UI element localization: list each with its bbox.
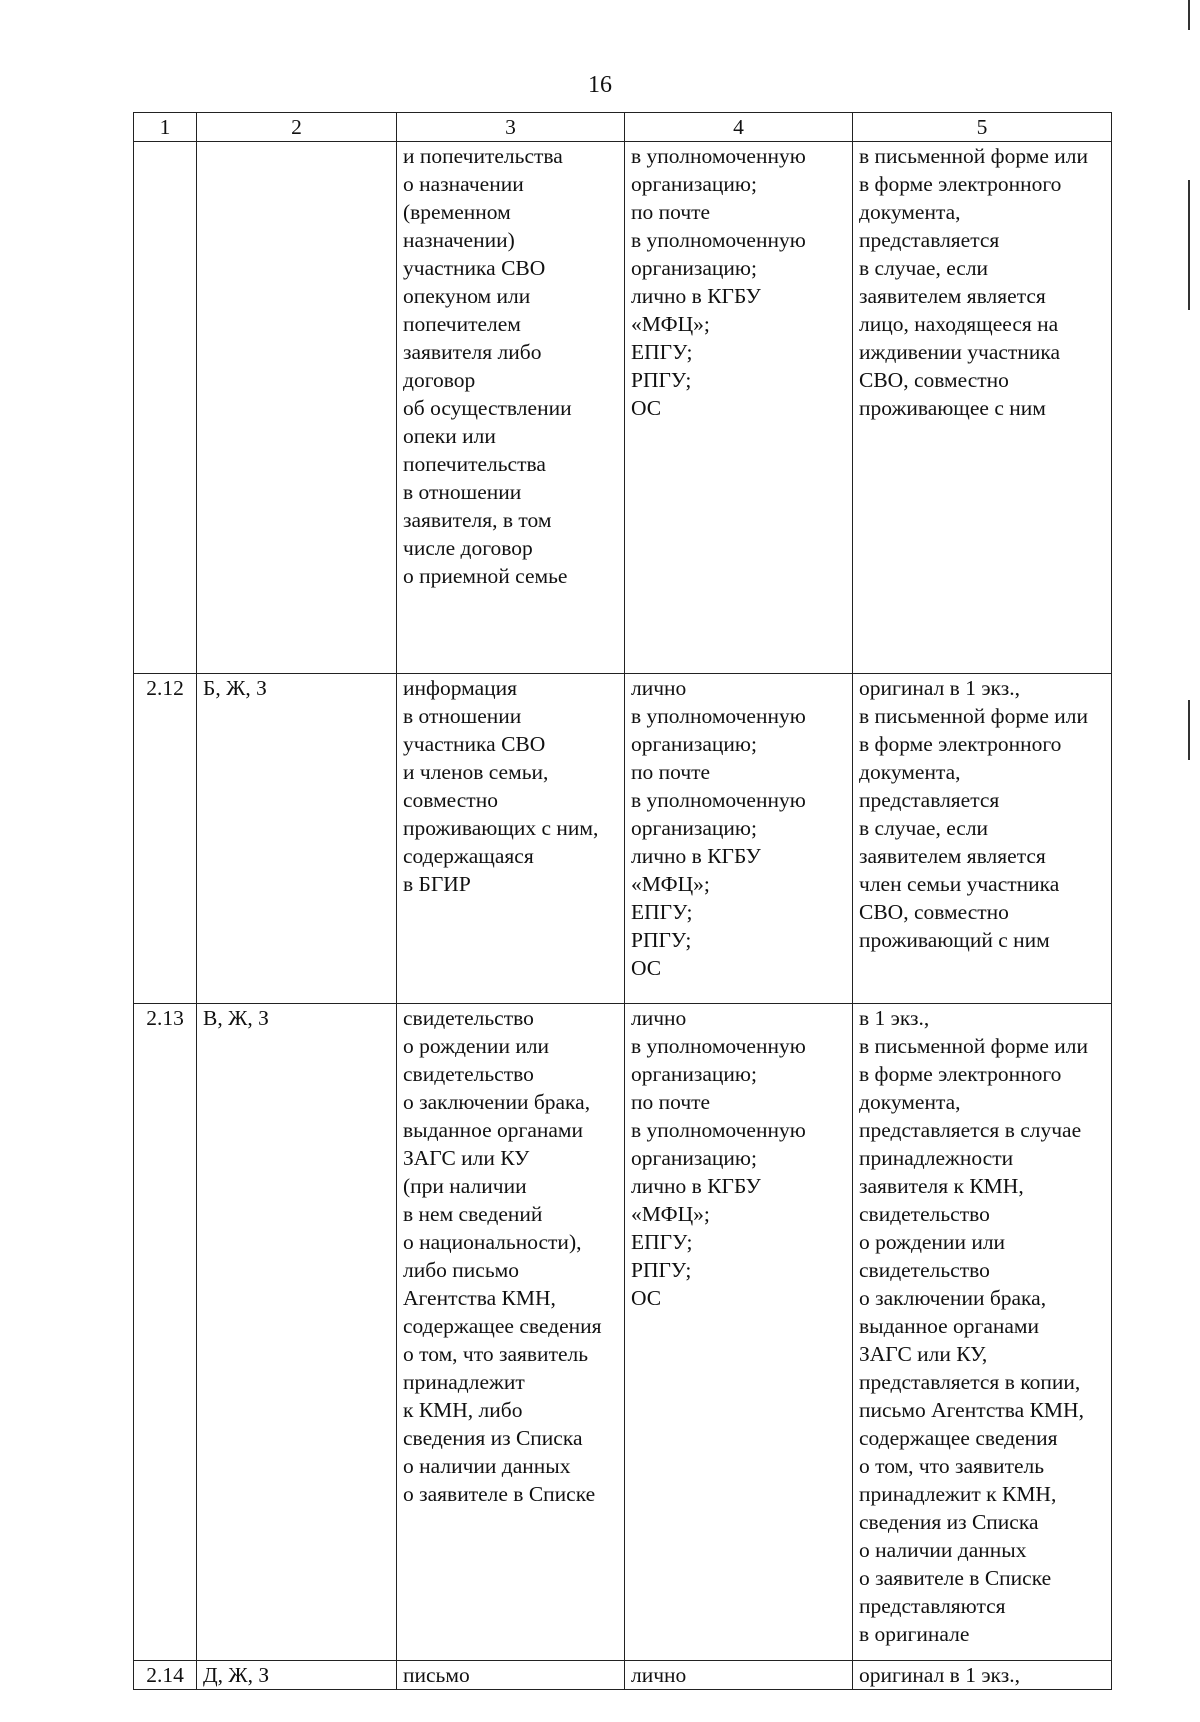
document-table xyxy=(133,112,1112,1690)
cell-line: в письменной форме или xyxy=(859,1034,1089,1058)
cell-line: попечителем xyxy=(403,312,521,336)
cell-line: по почте xyxy=(631,200,711,224)
category-cell xyxy=(197,142,397,674)
cell-line: организацию; xyxy=(631,172,757,196)
document-cell xyxy=(397,1004,625,1661)
cell-line: проживающий с ним xyxy=(859,928,1050,952)
row-number-cell xyxy=(134,1661,197,1690)
cell-line: информация xyxy=(403,676,518,700)
cell-line: и членов семьи, xyxy=(403,760,549,784)
cell-line: лично xyxy=(631,1006,687,1030)
cell-line: представляется xyxy=(859,228,1000,252)
cell-line: заявителем является xyxy=(859,844,1046,868)
cell-line: проживающих с ним, xyxy=(403,816,599,840)
category-cell xyxy=(197,1004,397,1661)
submission-method-cell xyxy=(625,142,853,674)
document-cell xyxy=(397,1661,625,1690)
cell-line: оригинал в 1 экз., xyxy=(859,676,1020,700)
cell-line: СВО, совместно xyxy=(859,368,1009,392)
cell-line: договор xyxy=(403,368,476,392)
scan-edge-line xyxy=(1188,180,1190,310)
cell-line: организацию; xyxy=(631,1062,757,1086)
cell-line: участника СВО xyxy=(403,256,546,280)
cell-line: о приемной семье xyxy=(403,564,568,588)
page-number: 16 xyxy=(588,72,612,98)
cell-line: лично в КГБУ xyxy=(631,844,761,868)
cell-line: ЕПГУ; xyxy=(631,1230,693,1254)
cell-line: лично xyxy=(631,676,687,700)
cell-line: заявителем является xyxy=(859,284,1046,308)
cell-line: о национальности), xyxy=(403,1230,582,1254)
cell-line: представляется в случае xyxy=(859,1118,1082,1142)
cell-line: об осуществлении xyxy=(403,396,572,420)
cell-line: совместно xyxy=(403,788,498,812)
cell-line: РПГУ; xyxy=(631,368,692,392)
cell-line: в оригинале xyxy=(859,1622,970,1646)
cell-line: к КМН, либо xyxy=(403,1398,523,1422)
cell-line: о рождении или xyxy=(403,1034,550,1058)
scan-edge-line xyxy=(1188,0,1190,30)
cell-line: (при наличии xyxy=(403,1174,527,1198)
header-cell: 2 xyxy=(197,113,397,142)
row-number-cell xyxy=(134,142,197,674)
cell-line: о назначении xyxy=(403,172,524,196)
cell-line: сведения из Списка xyxy=(403,1426,583,1450)
cell-line: иждивении участника xyxy=(859,340,1060,364)
table-row xyxy=(134,1004,1112,1661)
cell-line: лично в КГБУ xyxy=(631,1174,761,1198)
requirements-cell xyxy=(853,142,1112,674)
cell-line: о заключении брака, xyxy=(859,1286,1047,1310)
cell-line: в уполномоченную xyxy=(631,1118,806,1142)
cell-line: в уполномоченную xyxy=(631,1034,806,1058)
category-text: Б, Ж, З xyxy=(203,676,267,700)
submission-method-cell xyxy=(625,1004,853,1661)
submission-method-cell xyxy=(625,1661,853,1690)
cell-line: участника СВО xyxy=(403,732,546,756)
cell-line: лично xyxy=(631,1663,687,1687)
cell-line: содержащее сведения xyxy=(859,1426,1058,1450)
cell-line: РПГУ; xyxy=(631,1258,692,1282)
cell-line: письмо Агентства КМН, xyxy=(859,1398,1084,1422)
header-cell: 4 xyxy=(625,113,853,142)
cell-line: организацию; xyxy=(631,1146,757,1170)
cell-line: в уполномоченную xyxy=(631,788,806,812)
cell-line: ОС xyxy=(631,956,662,980)
category-cell xyxy=(197,1661,397,1690)
cell-line: «МФЦ»; xyxy=(631,312,710,336)
cell-line: заявителя к КМН, xyxy=(859,1174,1024,1198)
cell-line: заявителя либо xyxy=(403,340,542,364)
requirements-cell xyxy=(853,1004,1112,1661)
cell-line: по почте xyxy=(631,1090,711,1114)
cell-line: о заявителе в Списке xyxy=(859,1566,1052,1590)
cell-line: принадлежит к КМН, xyxy=(859,1482,1057,1506)
cell-line: опеки или xyxy=(403,424,496,448)
scan-edge-line xyxy=(1188,700,1190,760)
cell-line: опекуном или xyxy=(403,284,531,308)
cell-line: «МФЦ»; xyxy=(631,1202,710,1226)
submission-method-cell xyxy=(625,674,853,1004)
cell-line: в письменной форме или xyxy=(859,704,1089,728)
cell-line: документа, xyxy=(859,760,961,784)
cell-line: представляется в копии, xyxy=(859,1370,1081,1394)
cell-line: выданное органами xyxy=(403,1118,584,1142)
cell-line: в форме электронного xyxy=(859,172,1062,196)
table-row xyxy=(134,674,1112,1004)
category-text: В, Ж, З xyxy=(203,1006,269,1030)
cell-line: о заявителе в Списке xyxy=(403,1482,596,1506)
cell-line: сведения из Списка xyxy=(859,1510,1039,1534)
document-cell xyxy=(397,674,625,1004)
cell-line: организацию; xyxy=(631,256,757,280)
cell-line: либо письмо xyxy=(403,1258,520,1282)
cell-line: в уполномоченную xyxy=(631,704,806,728)
cell-line: в 1 экз., xyxy=(859,1006,930,1030)
cell-line: принадлежит xyxy=(403,1370,525,1394)
cell-line: в уполномоченную xyxy=(631,144,806,168)
cell-line: представляется xyxy=(859,788,1000,812)
cell-line: содержащаяся xyxy=(403,844,534,868)
cell-line: проживающее с ним xyxy=(859,396,1046,420)
cell-line: ЗАГС или КУ, xyxy=(859,1342,988,1366)
header-cell: 3 xyxy=(397,113,625,142)
document-cell xyxy=(397,142,625,674)
cell-line: содержащее сведения xyxy=(403,1314,602,1338)
cell-line: (временном xyxy=(403,200,511,224)
cell-line: о том, что заявитель xyxy=(859,1454,1045,1478)
cell-line: о том, что заявитель xyxy=(403,1342,589,1366)
cell-line: лично в КГБУ xyxy=(631,284,761,308)
cell-line: член семьи участника xyxy=(859,872,1060,896)
cell-line: заявителя, в том xyxy=(403,508,552,532)
cell-line: ЕПГУ; xyxy=(631,900,693,924)
cell-line: документа, xyxy=(859,1090,961,1114)
header-cell: 5 xyxy=(853,113,1112,142)
cell-line: назначении) xyxy=(403,228,515,252)
category-cell xyxy=(197,674,397,1004)
cell-line: в случае, если xyxy=(859,816,989,840)
cell-line: по почте xyxy=(631,760,711,784)
cell-line: в форме электронного xyxy=(859,732,1062,756)
cell-line: письмо xyxy=(403,1663,470,1687)
cell-line: в случае, если xyxy=(859,256,989,280)
cell-line: попечительства xyxy=(403,452,546,476)
cell-line: ЕПГУ; xyxy=(631,340,693,364)
cell-line: оригинал в 1 экз., xyxy=(859,1663,1020,1687)
cell-line: о рождении или xyxy=(859,1230,1006,1254)
cell-line: лицо, находящееся на xyxy=(859,312,1059,336)
cell-line: о наличии данных xyxy=(859,1538,1027,1562)
cell-line: в БГИР xyxy=(403,872,471,896)
requirements-cell xyxy=(853,674,1112,1004)
cell-line: принадлежности xyxy=(859,1146,1014,1170)
category-text: Д, Ж, З xyxy=(203,1663,270,1687)
cell-line: в письменной форме или xyxy=(859,144,1089,168)
cell-line: свидетельство xyxy=(859,1202,990,1226)
row-number-cell xyxy=(134,1004,197,1661)
cell-line: ЗАГС или КУ xyxy=(403,1146,530,1170)
cell-line: в форме электронного xyxy=(859,1062,1062,1086)
cell-line: о заключении брака, xyxy=(403,1090,591,1114)
cell-line: числе договор xyxy=(403,536,533,560)
cell-line: свидетельство xyxy=(859,1258,990,1282)
requirements-cell xyxy=(853,1661,1112,1690)
cell-line: «МФЦ»; xyxy=(631,872,710,896)
table-row xyxy=(134,142,1112,674)
cell-line: ОС xyxy=(631,1286,662,1310)
cell-line: в нем сведений xyxy=(403,1202,543,1226)
cell-line: документа, xyxy=(859,200,961,224)
row-number: 2.13 xyxy=(146,1006,184,1030)
row-number: 2.12 xyxy=(146,676,184,700)
header-cell: 1 xyxy=(134,113,197,142)
cell-line: в уполномоченную xyxy=(631,228,806,252)
cell-line: в отношении xyxy=(403,480,522,504)
cell-line: в отношении xyxy=(403,704,522,728)
cell-line: Агентства КМН, xyxy=(403,1286,556,1310)
cell-line: о наличии данных xyxy=(403,1454,571,1478)
cell-line: выданное органами xyxy=(859,1314,1040,1338)
cell-line: свидетельство xyxy=(403,1006,534,1030)
cell-line: свидетельство xyxy=(403,1062,534,1086)
cell-line: РПГУ; xyxy=(631,928,692,952)
header-row xyxy=(134,113,1112,142)
cell-line: и попечительства xyxy=(403,144,563,168)
cell-line: организацию; xyxy=(631,732,757,756)
row-number: 2.14 xyxy=(146,1663,184,1687)
cell-line: ОС xyxy=(631,396,662,420)
cell-line: представляются xyxy=(859,1594,1006,1618)
cell-line: организацию; xyxy=(631,816,757,840)
table-row xyxy=(134,1661,1112,1690)
cell-line: СВО, совместно xyxy=(859,900,1009,924)
row-number-cell xyxy=(134,674,197,1004)
